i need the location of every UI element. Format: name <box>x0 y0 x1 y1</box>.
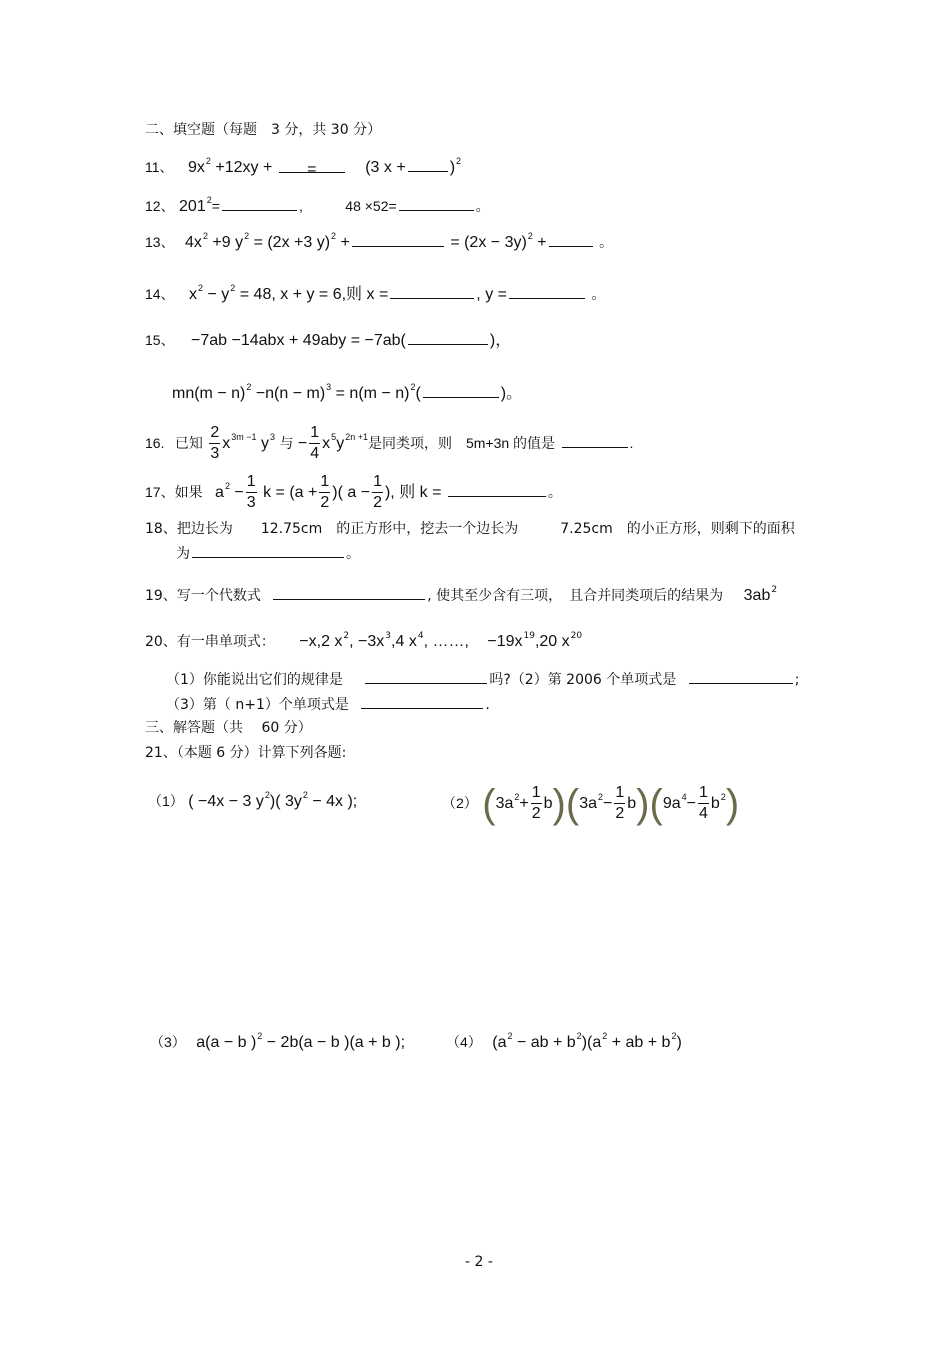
q-term: ,4 x <box>391 633 417 650</box>
q-end: 。 <box>346 546 360 562</box>
q-num: 16. <box>145 435 165 451</box>
q-term: = (2x − 3y) <box>450 234 527 251</box>
exp: 5 <box>331 432 337 442</box>
exp: 2 <box>576 1031 582 1041</box>
exp: 2 <box>771 585 778 595</box>
q-term: x <box>189 286 198 303</box>
q-term: ,20 x <box>534 633 570 650</box>
q-term: b <box>627 795 637 812</box>
q-term: = (2x +3 y) <box>253 234 331 251</box>
q-term: x <box>322 435 331 452</box>
fraction <box>246 472 257 513</box>
exp: 2 <box>514 792 520 802</box>
question-13 <box>145 232 613 254</box>
q-term: 吗?（2）第 2006 个单项式是 <box>489 672 677 688</box>
q-term: − <box>686 795 696 812</box>
q-term: − ab + b <box>516 1034 576 1051</box>
q-term: （1）你能说出它们的规律是 <box>166 672 343 688</box>
exp: 3 <box>385 631 392 641</box>
exp: 2 <box>224 481 230 491</box>
question-20 <box>145 632 582 654</box>
exp: 4 <box>681 792 687 802</box>
exp: 4 <box>417 631 424 641</box>
question-18-line2 <box>176 543 360 564</box>
answer-blank[interactable] <box>509 284 585 299</box>
q-term: 3ab <box>743 587 771 604</box>
exp: 3 <box>270 432 276 442</box>
q-num: 13、 <box>145 234 175 250</box>
numerator: 1 <box>698 783 709 804</box>
exp: 2 <box>206 195 212 205</box>
q-term: 3a <box>579 795 597 812</box>
answer-blank[interactable] <box>549 232 593 247</box>
q-num: （1） <box>148 793 184 809</box>
q-term: a(a − b ) <box>196 1034 257 1051</box>
answer-blank[interactable] <box>562 433 628 448</box>
q-num: 17、 <box>145 484 175 500</box>
q-term: , <box>298 198 303 214</box>
answer-blank[interactable] <box>273 585 425 600</box>
q-term: (a <box>492 1034 507 1051</box>
q-eq: = <box>307 161 317 178</box>
answer-blank[interactable] <box>365 669 487 684</box>
q-term: ) <box>676 1034 682 1051</box>
question-20-sub1 <box>166 669 799 690</box>
exp: 2 <box>410 382 416 392</box>
q-term: −7ab −14abx + 49aby = −7ab( <box>191 332 406 349</box>
answer-blank[interactable] <box>399 196 474 211</box>
q-num: 11、 <box>145 159 174 175</box>
q-term: 48 ×52= <box>345 198 397 214</box>
q-term: −x,2 x <box>299 633 343 650</box>
answer-blank[interactable] <box>423 383 499 398</box>
q-term: y <box>261 435 269 452</box>
exp: 2 <box>202 231 208 241</box>
answer-blank[interactable] <box>390 284 474 299</box>
exp: 2 <box>598 792 604 802</box>
exp: 2 <box>246 382 252 392</box>
answer-blank[interactable] <box>192 543 344 558</box>
q-term: , ……, <box>423 633 469 650</box>
section2-title: 二、填空题（每题 3 分，共 30 分） <box>145 122 382 138</box>
exp: 2 <box>456 156 462 166</box>
question-16 <box>145 420 633 468</box>
fraction <box>531 783 542 824</box>
denominator: 2 <box>531 805 541 823</box>
denominator: 2 <box>373 494 382 512</box>
question-15 <box>145 330 511 351</box>
fraction <box>319 472 330 513</box>
q-term: ( <box>415 385 421 402</box>
question-21-part1 <box>148 791 357 813</box>
q-num: 14、 <box>145 286 175 302</box>
q-term: − 2b(a − b )(a + b ); <box>266 1034 406 1051</box>
exp: 2 <box>720 792 726 802</box>
page-number: - 2 - <box>465 1254 493 1270</box>
q-num: 12、 <box>145 198 175 214</box>
q-term: + <box>340 234 350 251</box>
q-term: (3 x + <box>365 159 406 176</box>
paren-right: ) <box>636 781 650 826</box>
q-term: 20、有一串单项式： <box>145 634 275 650</box>
exp: 2 <box>257 1031 263 1041</box>
denominator: 3 <box>210 445 220 463</box>
fraction <box>698 783 709 824</box>
q-num: （2） <box>442 795 478 811</box>
paren-left: ( <box>565 781 580 826</box>
numerator: 1 <box>319 472 330 493</box>
paren-left: ( <box>482 781 496 826</box>
q-end: ; <box>794 672 800 688</box>
q-term: k = (a + <box>263 484 318 501</box>
numerator: 1 <box>309 423 320 444</box>
q-term: − <box>297 435 308 452</box>
q-term: )( 3y <box>269 793 302 810</box>
exp: 2 <box>198 283 204 293</box>
numerator: 1 <box>372 472 383 493</box>
denominator: 4 <box>310 445 320 463</box>
q-term: )(a <box>581 1034 602 1051</box>
fraction <box>209 423 220 464</box>
answer-blank[interactable] <box>689 669 793 684</box>
q-label: 如果 <box>174 484 203 500</box>
paren-left: ( <box>649 781 663 826</box>
q-label: 已知 <box>174 435 203 451</box>
q-term: −n(n − m) <box>255 385 326 402</box>
q-term: 为 <box>176 546 190 562</box>
denominator: 2 <box>320 494 330 512</box>
q-end: 。 <box>591 286 606 302</box>
question-12 <box>145 196 490 218</box>
question-20-sub3 <box>166 694 490 715</box>
denominator: 4 <box>698 805 708 823</box>
exp: 19 <box>523 631 535 641</box>
q-term: （3）第（ n+1）个单项式是 <box>166 697 349 713</box>
fraction <box>372 472 383 513</box>
q-term: +12xy + <box>215 159 273 176</box>
q-num: 15、 <box>145 332 175 348</box>
q-term: + ab + b <box>611 1034 671 1051</box>
q-term: , 使其至少含有三项， 且合并同类项后的结果为 <box>427 588 724 604</box>
q-term: y <box>336 435 345 452</box>
question-11 <box>145 157 461 179</box>
question-21-part4 <box>446 1032 682 1054</box>
q-term: )。 <box>500 385 523 402</box>
exp: 2 <box>602 1031 608 1041</box>
q-term: −19x <box>487 633 523 650</box>
question-21-title: 21、（本题 6 分）计算下列各题: <box>145 745 347 761</box>
q-term: 9a <box>662 795 681 812</box>
fraction <box>309 423 320 464</box>
q-term: = n(m − n) <box>335 385 410 402</box>
q-term: , y = <box>476 286 507 303</box>
numerator: 1 <box>531 783 542 804</box>
exp: 2 <box>205 156 211 166</box>
q-end: 。 <box>547 484 562 500</box>
q-end: . <box>629 435 634 451</box>
exp: 2 <box>671 1031 677 1041</box>
exp: 2 <box>302 790 308 800</box>
exp: 2n +1 <box>345 432 368 442</box>
q-term: ) <box>449 159 456 176</box>
q-term: = <box>211 198 220 214</box>
exp: 2 <box>343 631 350 641</box>
q-term: + <box>519 795 529 812</box>
numerator: 1 <box>614 783 625 804</box>
q-term: + <box>537 234 547 251</box>
exp: 2 <box>331 231 337 241</box>
exp: 2 <box>527 231 533 241</box>
q-num: （4） <box>446 1034 482 1050</box>
section3-title: 三、解答题（共 60 分） <box>145 720 312 736</box>
exp: 3 <box>326 382 332 392</box>
exp: 20 <box>570 631 583 641</box>
q-term: 3a <box>495 795 514 812</box>
fraction <box>614 783 625 824</box>
answer-blank[interactable] <box>222 196 297 211</box>
q-term: − <box>234 484 244 501</box>
answer-blank[interactable] <box>352 232 444 247</box>
exp: 2 <box>230 283 236 293</box>
q-term: = 48, x + y = 6,则 x = <box>239 286 389 303</box>
q-term: − y <box>207 286 230 303</box>
q-term: 19、写一个代数式 <box>145 588 261 604</box>
exp: 2 <box>264 790 270 800</box>
q-num: （3） <box>150 1034 186 1050</box>
numerator: 1 <box>246 472 257 493</box>
question-21-part3 <box>150 1032 405 1054</box>
paren-right: ) <box>552 781 566 826</box>
question-14 <box>145 284 605 306</box>
exp: 2 <box>507 1031 513 1041</box>
q-term: − <box>603 795 613 812</box>
q-term: )( a − <box>332 484 371 501</box>
q-term: a <box>215 484 224 501</box>
question-19 <box>145 585 777 608</box>
q-term: )， <box>489 332 512 349</box>
q-term: ), 则 k = <box>384 484 442 501</box>
q-term: − 4x ); <box>312 793 358 810</box>
q-term: b <box>543 795 553 812</box>
q-term: 4x <box>185 234 202 251</box>
q-term: , −3x <box>349 633 385 650</box>
q-term: 201 <box>179 198 206 215</box>
answer-blank[interactable] <box>408 157 448 172</box>
answer-blank[interactable] <box>408 330 488 345</box>
q-term: 与 <box>279 435 294 451</box>
q-term: mn(m − n) <box>172 385 246 402</box>
question-15-line2 <box>172 383 522 405</box>
answer-blank[interactable] <box>361 694 483 709</box>
q-term: b <box>710 795 720 812</box>
numerator: 2 <box>209 423 220 444</box>
q-term: ( −4x − 3 y <box>188 793 264 810</box>
q-term: x <box>222 435 231 452</box>
denominator: 3 <box>246 494 256 512</box>
answer-blank[interactable] <box>448 482 546 497</box>
denominator: 2 <box>615 805 625 823</box>
exp: 3m −1 <box>231 432 257 442</box>
question-17 <box>145 469 562 517</box>
q-end: . <box>485 697 490 713</box>
paren-right: ) <box>725 781 740 826</box>
question-21-part2 <box>442 780 739 828</box>
q-term: +9 y <box>212 234 244 251</box>
q-end: 。 <box>599 234 614 250</box>
q-term: 是同类项，则 5m+3n 的值是 <box>367 435 556 451</box>
question-18: 18、把边长为 12.75cm 的正方形中，挖去一个边长为 7.25cm 的小正方形，则剩下的面积 <box>145 521 795 537</box>
exp: 2 <box>244 231 250 241</box>
q-end: 。 <box>475 198 490 214</box>
q-term: 9x <box>188 159 205 176</box>
answer-blank[interactable] <box>279 158 345 178</box>
